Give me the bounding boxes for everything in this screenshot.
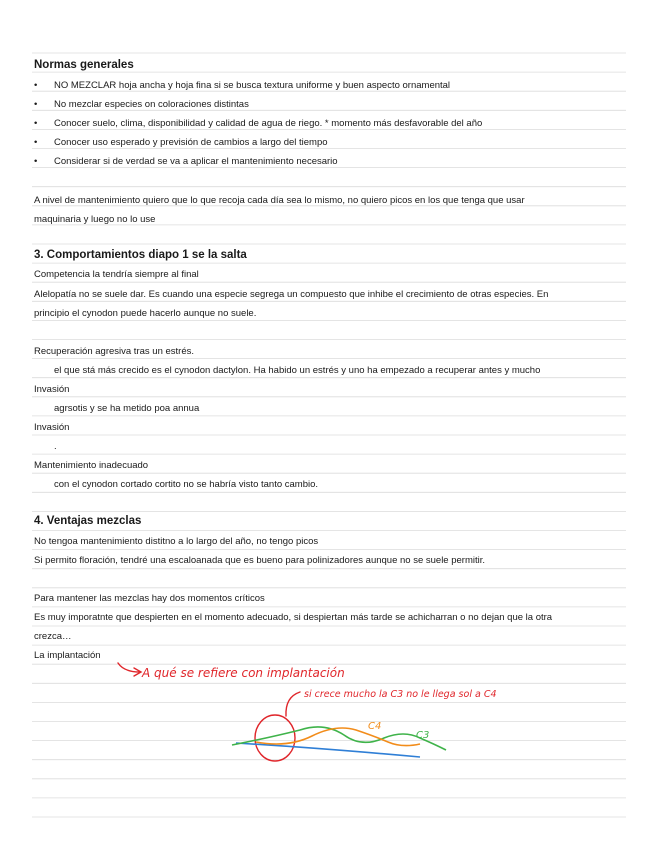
- handwritten-note-c3-c4: si crece mucho la C3 no le llega sol a C4: [304, 689, 497, 700]
- text-line: Competencia la tendría siempre al final: [34, 269, 199, 280]
- label-c4: C4: [368, 721, 382, 732]
- bullet-text: No mezclar especies on coloraciones distintas: [54, 99, 249, 110]
- bullet-icon: •: [34, 99, 38, 110]
- red-circle: [255, 715, 295, 761]
- text-line: agrsotis y se ha metido poa annua: [54, 403, 200, 414]
- text-line: Invasión: [34, 422, 70, 433]
- bullet-text: NO MEZCLAR hoja ancha y hoja fina si se busca textura uniforme y buen aspecto ornamental: [54, 80, 451, 91]
- text-line: .: [54, 441, 57, 452]
- handwritten-note-question: A qué se refiere con implantación: [142, 666, 345, 680]
- red-arrow: [118, 663, 140, 672]
- text-line: Si permito floración, tendré una escaloanada que es bueno para polinizadores aunque no se suele permitir.: [34, 555, 486, 566]
- section-title-3: 3. Comportamientos diapo 1 se la salta: [34, 249, 247, 261]
- text-line: No tengoa mantenimiento distitno a lo largo del año, no tengo picos: [34, 536, 319, 547]
- bullet-text: Conocer uso esperado y previsión de cambios a largo del tiempo: [54, 137, 328, 148]
- text-line: Para mantener las mezclas hay dos momentos críticos: [34, 593, 265, 604]
- paragraph-line: A nivel de mantenimiento quiero que lo que recoja cada día sea lo mismo, no quiero picos en los que tenga que usar: [34, 195, 525, 206]
- text-line: Mantenimiento inadecuado: [34, 460, 149, 471]
- section-title-4: 4. Ventajas mezclas: [34, 515, 142, 527]
- text-line: Recuperación agresiva tras un estrés.: [34, 346, 194, 357]
- bullet-text: Conocer suelo, clima, disponibilidad y calidad de agua de riego. * momento más desfavorable del año: [54, 118, 483, 129]
- text-line: crezca…: [34, 631, 72, 642]
- green-curve: [232, 727, 446, 750]
- bullet-icon: •: [34, 156, 38, 167]
- orange-curve: [256, 728, 420, 746]
- label-c3: C3: [416, 730, 430, 741]
- text-line: Alelopatía no se suele dar. Es cuando una especie segrega un compuesto que inhibe el crecimiento de otras especies. En: [34, 289, 549, 300]
- text-line: con el cynodon cortado cortito no se habría visto tanto cambio.: [54, 479, 319, 490]
- text-line: principio el cynodon puede hacerlo aunque no suele.: [34, 308, 257, 319]
- section-title-general: Normas generales: [34, 59, 134, 71]
- bullet-text: Considerar si de verdad se va a aplicar el mantenimiento necesario: [54, 156, 338, 167]
- text-line: Invasión: [34, 384, 70, 395]
- text-line: Es muy imporatnte que despierten en el momento adecuado, si despiertan más tarde se achicharran o no dejan que la otra: [34, 612, 553, 623]
- blue-curve: [236, 743, 420, 757]
- bullet-icon: •: [34, 118, 38, 129]
- bullet-icon: •: [34, 137, 38, 148]
- bullet-icon: •: [34, 80, 38, 91]
- paragraph-line: maquinaria y luego no lo use: [34, 214, 156, 225]
- red-connector: [286, 692, 300, 716]
- text-line: el que stá más crecido es el cynodon dactylon. Ha habido un estrés y uno ha empezado a recuperar antes y mucho: [54, 365, 541, 376]
- text-line: La implantación: [34, 650, 101, 661]
